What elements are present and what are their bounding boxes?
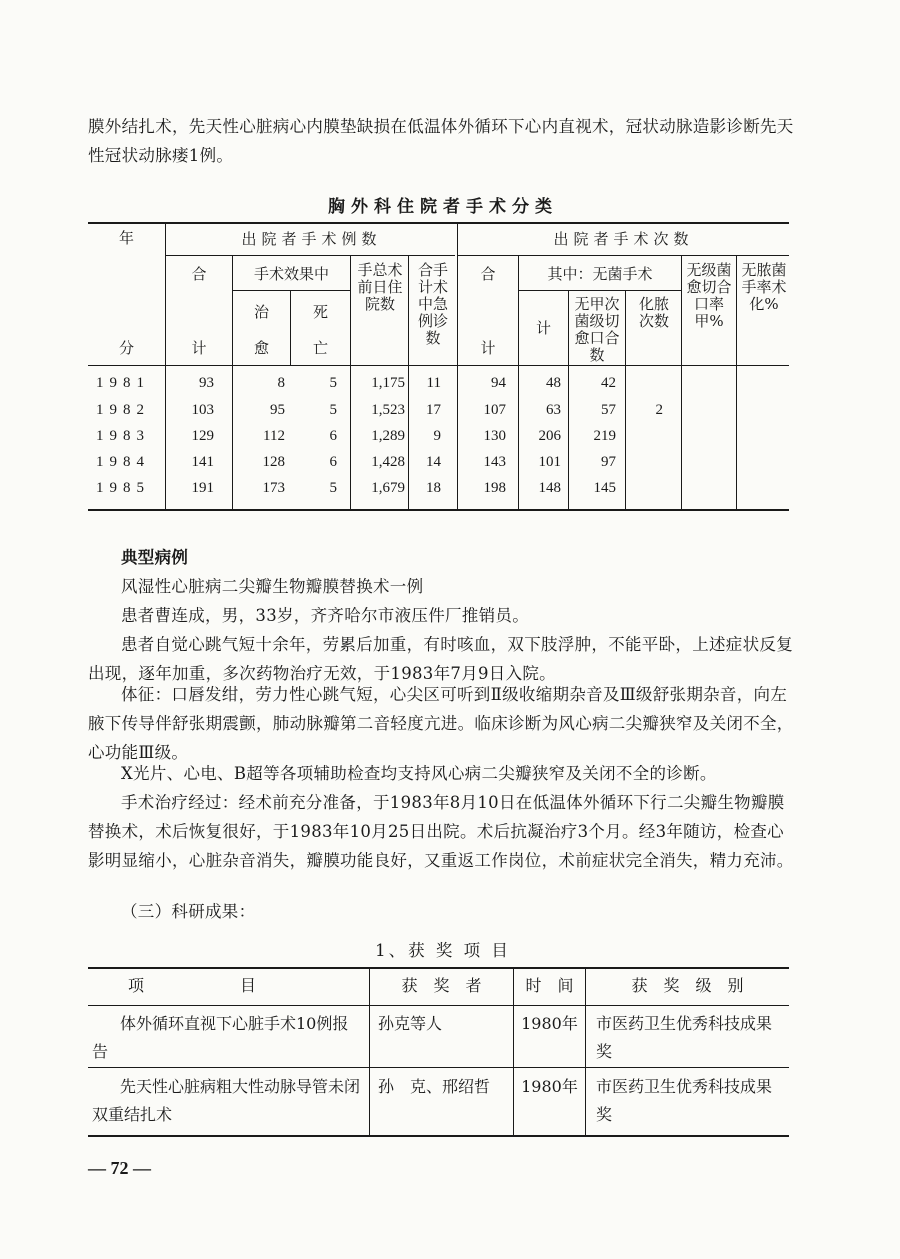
cell-cured: 95 bbox=[270, 402, 285, 418]
header-suppurative: 化脓次数 bbox=[638, 295, 669, 330]
cell-total: 191 bbox=[191, 480, 214, 496]
case-paragraph-1: 患者曹连成，男，33岁，齐齐哈尔市液压件厂推销员。 bbox=[121, 606, 529, 625]
cell-emergency: 17 bbox=[426, 402, 441, 418]
cell-emergency: 14 bbox=[426, 454, 441, 470]
header-times-total-top: 合 bbox=[480, 265, 496, 283]
page-number: — 72 — bbox=[88, 1158, 151, 1178]
header-died-bottom: 亡 bbox=[312, 339, 328, 357]
award-winner: 孙克等人 bbox=[378, 1014, 443, 1033]
cell-emergency: 11 bbox=[426, 375, 441, 391]
cell-days: 1,428 bbox=[371, 454, 405, 470]
table-title-surgery: 胸外科住院者手术分类 bbox=[328, 197, 558, 217]
header-preop-days: 手总术前日住院数 bbox=[357, 261, 403, 313]
col-divider-supp bbox=[681, 256, 682, 511]
effect-subrule bbox=[232, 290, 350, 291]
cell-aseptic: 101 bbox=[538, 454, 561, 470]
cell-aseptic: 48 bbox=[546, 375, 561, 391]
cell-grade-a: 42 bbox=[601, 375, 616, 391]
cell-cured: 112 bbox=[263, 428, 285, 444]
row-year: 1981 bbox=[96, 375, 150, 391]
col-divider-grade-a bbox=[625, 291, 626, 511]
awards-header-level: 获 奖 级 别 bbox=[631, 976, 744, 995]
cell-emergency: 18 bbox=[426, 480, 441, 496]
cell-times: 94 bbox=[491, 375, 506, 391]
header-year-top: 年 bbox=[118, 229, 134, 247]
cell-grade-a: 97 bbox=[601, 454, 616, 470]
header-times-total-bottom: 计 bbox=[480, 339, 496, 357]
cell-times: 143 bbox=[483, 454, 506, 470]
col-divider-rate bbox=[736, 256, 737, 511]
cell-days: 1,679 bbox=[371, 480, 405, 496]
cell-days: 1,523 bbox=[371, 402, 405, 418]
cell-died: 5 bbox=[329, 402, 337, 418]
cell-cured: 128 bbox=[262, 454, 285, 470]
award-project: 先天性心脏病粗大性动脉导管未闭双重结扎术 bbox=[92, 1077, 361, 1124]
awards-table bbox=[88, 967, 789, 1139]
cell-grade-a: 57 bbox=[601, 402, 616, 418]
col-divider-aseptic bbox=[568, 291, 569, 511]
cell-aseptic: 63 bbox=[546, 402, 561, 418]
cell-grade-a: 219 bbox=[593, 428, 616, 444]
header-subrule-right bbox=[457, 255, 789, 256]
cell-times: 107 bbox=[483, 402, 506, 418]
award-project: 体外循环直视下心脏手术10例报告 bbox=[92, 1014, 349, 1061]
surgery-classification-table bbox=[88, 222, 789, 512]
header-aseptic: 其中：无菌手术 bbox=[547, 265, 653, 283]
aseptic-subrule bbox=[518, 290, 681, 291]
cell-grade-a: 145 bbox=[593, 480, 616, 496]
cell-total: 129 bbox=[191, 428, 214, 444]
row-year: 1983 bbox=[96, 428, 150, 444]
awards-header-time: 时 间 bbox=[525, 976, 574, 995]
case-paragraph-5: 手术治疗经过：经术前充分准备，于1983年8月10日在低温体外循环下行二尖瓣生物瓣膜替换术，术后恢复很好，于1983年10月25日出院。术后抗凝治疗3个月。经3年随访，检查心影明显缩小，心脏杂音消失，瓣膜功能良好，又重返工作岗位，术前症状完全消失，精力充沛。 bbox=[88, 793, 794, 870]
cell-aseptic: 148 bbox=[538, 480, 561, 496]
table-title-awards: 1、获 奖 项 目 bbox=[375, 941, 511, 960]
cell-died: 6 bbox=[329, 454, 337, 470]
cell-times: 198 bbox=[483, 480, 506, 496]
cell-times: 130 bbox=[483, 428, 506, 444]
row-year: 1985 bbox=[96, 480, 150, 496]
header-emergency: 合手计术中急例诊数 bbox=[417, 261, 448, 347]
header-year-bottom: 分 bbox=[118, 339, 134, 357]
header-total-top: 合 bbox=[191, 265, 207, 283]
awards-header-winner: 获 奖 者 bbox=[401, 976, 482, 995]
awards-row-rule bbox=[88, 1067, 789, 1068]
awards-header-rule bbox=[88, 1005, 789, 1006]
cell-days: 1,175 bbox=[371, 375, 405, 391]
award-level: 市医药卫生优秀科技成果奖 bbox=[596, 1077, 773, 1124]
cell-died: 6 bbox=[329, 428, 337, 444]
awards-bottom-rule bbox=[88, 1135, 789, 1137]
intro-paragraph: 膜外结扎术，先天性心脏病心内膜垫缺损在低温体外循环下心内直视术，冠状动脉造影诊断先天性冠状动脉瘘1例。 bbox=[88, 117, 794, 165]
header-rate-suppurative: 无脓菌手率术化% bbox=[741, 261, 787, 313]
header-effect: 手术效果中 bbox=[253, 265, 329, 283]
case-paragraph-3: 体征：口唇发绀，劳力性心跳气短，心尖区可听到Ⅱ级收缩期杂音及Ⅲ级舒张期杂音，向左腋下传导伴舒张期震颤，肺动脉瓣第二音轻度亢进。临床诊断为风心病二尖瓣狭窄及关闭不全，心功能Ⅲ级。 bbox=[88, 685, 794, 762]
cell-total: 103 bbox=[191, 402, 214, 418]
cell-cured: 8 bbox=[277, 375, 285, 391]
award-winner: 孙 克、邢绍哲 bbox=[378, 1077, 491, 1096]
case-paragraph-4: X光片、心电、B超等各项辅助检查均支持风心病二尖瓣狭窄及关闭不全的诊断。 bbox=[121, 764, 717, 783]
header-rate-a: 无级菌愈切合口率甲% bbox=[686, 261, 732, 330]
header-subrule-left bbox=[166, 255, 455, 256]
case-subtitle: 风湿性心脏病二尖瓣生物瓣膜替换术一例 bbox=[121, 577, 424, 596]
cell-died: 5 bbox=[329, 480, 337, 496]
research-heading: （三）科研成果： bbox=[121, 902, 256, 921]
header-total-bottom: 计 bbox=[191, 339, 207, 357]
table-top-rule bbox=[88, 222, 789, 224]
header-group-cases: 出院者手术例数 bbox=[241, 230, 382, 248]
award-year: 1980年 bbox=[521, 1077, 578, 1096]
cell-cured: 173 bbox=[262, 480, 285, 496]
table-header-rule bbox=[88, 365, 789, 366]
cell-emergency: 9 bbox=[433, 428, 441, 444]
awards-top-rule bbox=[88, 967, 789, 969]
row-year: 1982 bbox=[96, 402, 150, 418]
header-grade-a: 无甲次菌级切愈口合数 bbox=[574, 295, 620, 364]
header-cured-top: 治 bbox=[253, 303, 269, 321]
award-level: 市医药卫生优秀科技成果奖 bbox=[596, 1014, 773, 1061]
case-heading: 典型病例 bbox=[121, 548, 189, 567]
awards-header-project: 项 目 bbox=[128, 976, 257, 995]
cell-suppurative: 2 bbox=[655, 402, 663, 418]
header-died-top: 死 bbox=[312, 303, 328, 321]
award-year: 1980年 bbox=[521, 1014, 578, 1033]
case-paragraph-2: 患者自觉心跳气短十余年，劳累后加重，有时咳血，双下肢浮肿，不能平卧，上述症状反复出现，逐年加重，多次药物治疗无效，于1983年7月9日入院。 bbox=[88, 635, 793, 683]
cell-aseptic: 206 bbox=[538, 428, 561, 444]
cell-total: 141 bbox=[191, 454, 214, 470]
cell-total: 93 bbox=[199, 375, 214, 391]
header-cured-bottom: 愈 bbox=[253, 339, 269, 357]
row-year: 1984 bbox=[96, 454, 150, 470]
header-aseptic-total: 计 bbox=[535, 319, 551, 337]
table-bottom-rule bbox=[88, 509, 789, 511]
cell-died: 5 bbox=[329, 375, 337, 391]
cell-days: 1,289 bbox=[371, 428, 405, 444]
header-group-times: 出院者手术次数 bbox=[553, 230, 694, 248]
